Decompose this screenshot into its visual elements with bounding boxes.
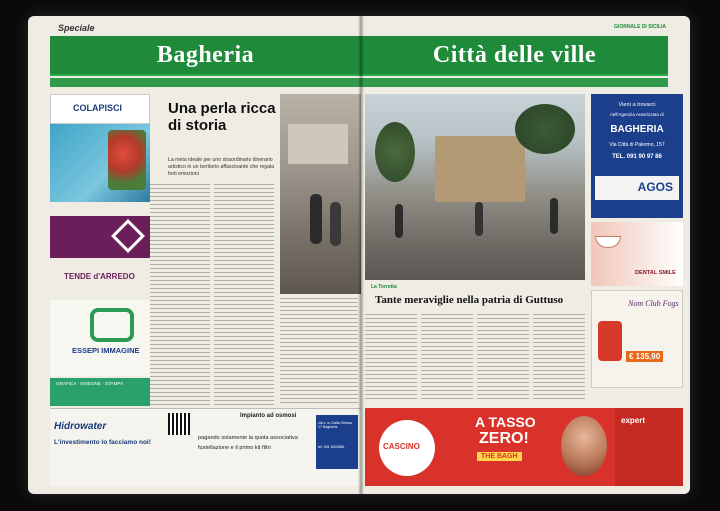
banner-right-strip [361,78,668,87]
newspaper-spread [28,16,690,494]
article-text-col-4 [533,314,585,402]
dental-label: DENTAL SMILE [635,270,676,276]
right-page [361,16,690,494]
cascino-logo-circle [379,420,435,476]
hidrowater-ad [50,408,361,486]
expert-panel [615,408,683,486]
essepi-title: ESSEPI IMMAGINE [72,346,140,355]
essepi-logo-icon [90,308,134,342]
photo-caption: La Torretta [371,284,397,290]
tende-logo-icon [111,219,145,253]
banner-left-strip [50,78,361,87]
banner-title-citta-delle-ville: Città delle ville [432,42,597,68]
essepi-tagline-bar [50,378,150,406]
agos-logo-strip [595,176,679,200]
osmosi-line: pagando solamente la quota associativa [198,435,298,441]
qr-code-icon [168,413,190,435]
address-box-text: via c. a. Dalla Chiesa, 17 Bagheria [318,421,353,429]
address-box-phone: tel. 091 8433881 [318,445,345,449]
cascino-ad [365,408,683,486]
agos-line1: Vieni a trovarci [618,102,656,108]
person-figure [395,204,403,238]
osmosi-line2: fustellazione e il primo kit filtri [198,445,271,451]
agos-brand: AGOS [637,180,673,194]
tende-label: TENDE d'ARREDO [64,272,135,281]
banner-title-bagheria: Bagheria [156,42,255,68]
left-page [28,16,361,494]
agos-city: BAGHERIA [610,124,664,135]
person-figure [310,194,322,244]
agos-phone: TEL. 091 90 97 86 [612,154,662,160]
article-text-col-2 [214,184,274,406]
agos-address: Via Città di Palermo, 157 [609,142,665,148]
smile-icon [595,236,621,248]
tende-ad-banner [50,216,150,258]
hidrowater-brand: Hidrowater [54,421,107,432]
agos-ad [591,94,683,218]
article-text-col-3 [280,298,358,406]
person-figure [330,202,341,246]
article-text-col-2 [421,314,473,402]
person-figure [550,198,558,234]
boutique-ad [591,290,683,388]
cascino-headline-1: A TASSO [475,414,536,430]
left-standfirst: La meta ideale per uno straordinario itinerario artistico in un territorio affascinante che regala forti emozioni [168,157,275,177]
colapisci-photo [50,124,150,202]
banner-left [50,36,361,76]
person-portrait [561,416,607,476]
boutique-name: Nom Club Fogs [628,299,679,308]
boutique-price: € 135,90 [626,351,663,362]
right-photo-villa-courtyard [365,94,585,280]
osmosi-title: Impianto ad osmosi [240,413,297,419]
left-headline: Una perla ricca di storia [168,100,276,134]
article-text-col-3 [477,314,529,402]
hidrowater-slogan: L'investimento lo facciamo noi! [54,439,151,446]
person-figure [475,202,483,236]
essepi-ad [50,300,150,376]
agos-line2: nell'Agenzia Autorizzata di [610,112,664,117]
food-image [108,130,146,190]
left-photo-street [280,94,361,294]
cascino-headline-2: ZERO! [479,430,529,447]
colapisci-ad [50,94,150,124]
address-box [316,415,358,469]
dental-smile-ad [591,222,683,286]
expert-brand: expert [621,416,646,425]
palm-tree [375,122,415,182]
section-label: Speciale [58,23,95,33]
banner-right [361,36,668,76]
cascino-sub: THE BAGH [477,452,522,461]
tree [515,104,575,154]
right-headline: Tante meraviglie nella patria di Guttuso [375,294,564,306]
building-facade [288,124,348,164]
product-image [598,321,622,361]
colapisci-logo-text: COLAPISCI [73,103,123,113]
article-text-col-1 [365,314,417,402]
article-text-col-1 [150,184,210,406]
cascino-brand: CASCINO [383,442,420,451]
villa-building [435,136,525,202]
header-right: GIORNALE DI SICILIA [614,24,666,30]
center-fold [358,16,364,494]
essepi-tagline: GRAFICA · INSEGNE · STAMPA [56,381,124,386]
